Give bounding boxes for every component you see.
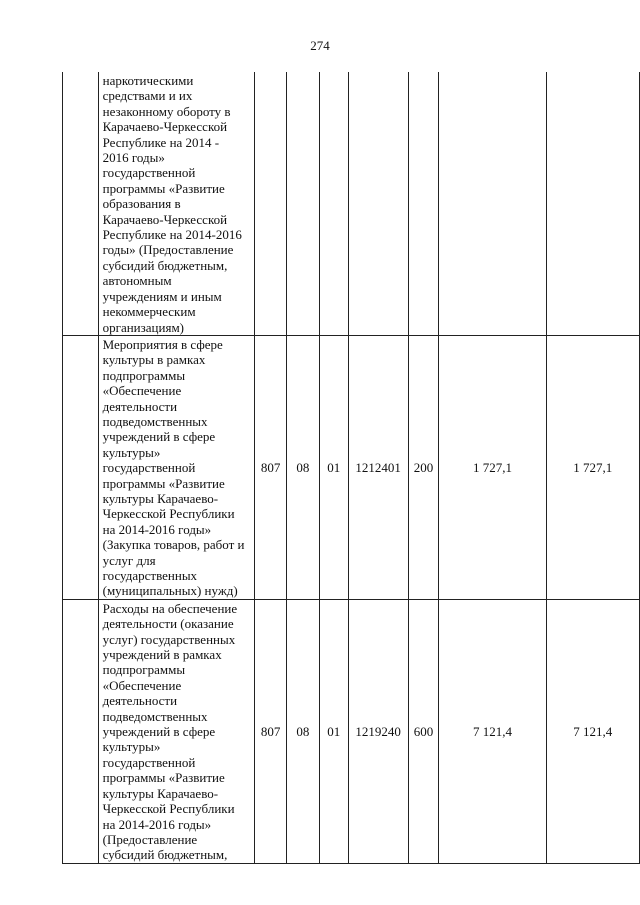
ministry-code-cell [255,72,287,335]
section-code-cell [287,72,320,335]
index-cell [63,335,99,599]
expense-type-cell: 200 [408,335,439,599]
table-row [63,599,640,863]
subsection-code-cell: 01 [319,599,348,863]
amount-cell: 1 727,1 [439,335,546,599]
subsection-code-cell: 01 [319,335,348,599]
description-cell: Расходы на обеспечение деятельности (оказание услуг) государственных учреждений в рамках подпрограммы «Обеспечение деятельности подведомственных учреждений в сфере культуры» государственной программы «Развитие культуры Карачаево- Черкесской Республики на 2014-2016 годы» (Предоставление субсидий бюджетным, [98,599,255,863]
ministry-code-cell: 807 [255,335,287,599]
expense-type-cell: 600 [408,599,439,863]
section-code-cell: 08 [287,335,320,599]
amount-cell: 7 121,4 [439,599,546,863]
expense-type-cell [408,72,439,335]
table-row [63,335,640,599]
page-number: 274 [310,38,330,53]
section-code-cell: 08 [287,599,320,863]
target-article-cell [348,72,408,335]
amount-cell [546,72,639,335]
amount-cell [439,72,546,335]
description-cell: наркотическими средствами и их незаконному обороту в Карачаево-Черкесской Республике на 2014 - 2016 годы» государственной программы «Развитие образования в Карачаево-Черкесской Республике на 2014-2016 годы» (Предоставление субсидий бюджетным, автономным учреждениям и иным некоммерческим организациям) [98,72,255,335]
description-cell: Мероприятия в сфере культуры в рамках подпрограммы «Обеспечение деятельности подведомственных учреждений в сфере культуры» государственной программы «Развитие культуры Карачаево- Черкесской Республики на 2014-2016 годы» (Закупка товаров, работ и услуг для государственных (муниципальных) нужд) [98,335,255,599]
amount-cell: 7 121,4 [546,599,639,863]
target-article-cell: 1212401 [348,335,408,599]
table-row [63,72,640,335]
index-cell [63,599,99,863]
subsection-code-cell [319,72,348,335]
target-article-cell: 1219240 [348,599,408,863]
ministry-code-cell: 807 [255,599,287,863]
budget-table [62,72,640,864]
amount-cell: 1 727,1 [546,335,639,599]
index-cell [63,72,99,335]
